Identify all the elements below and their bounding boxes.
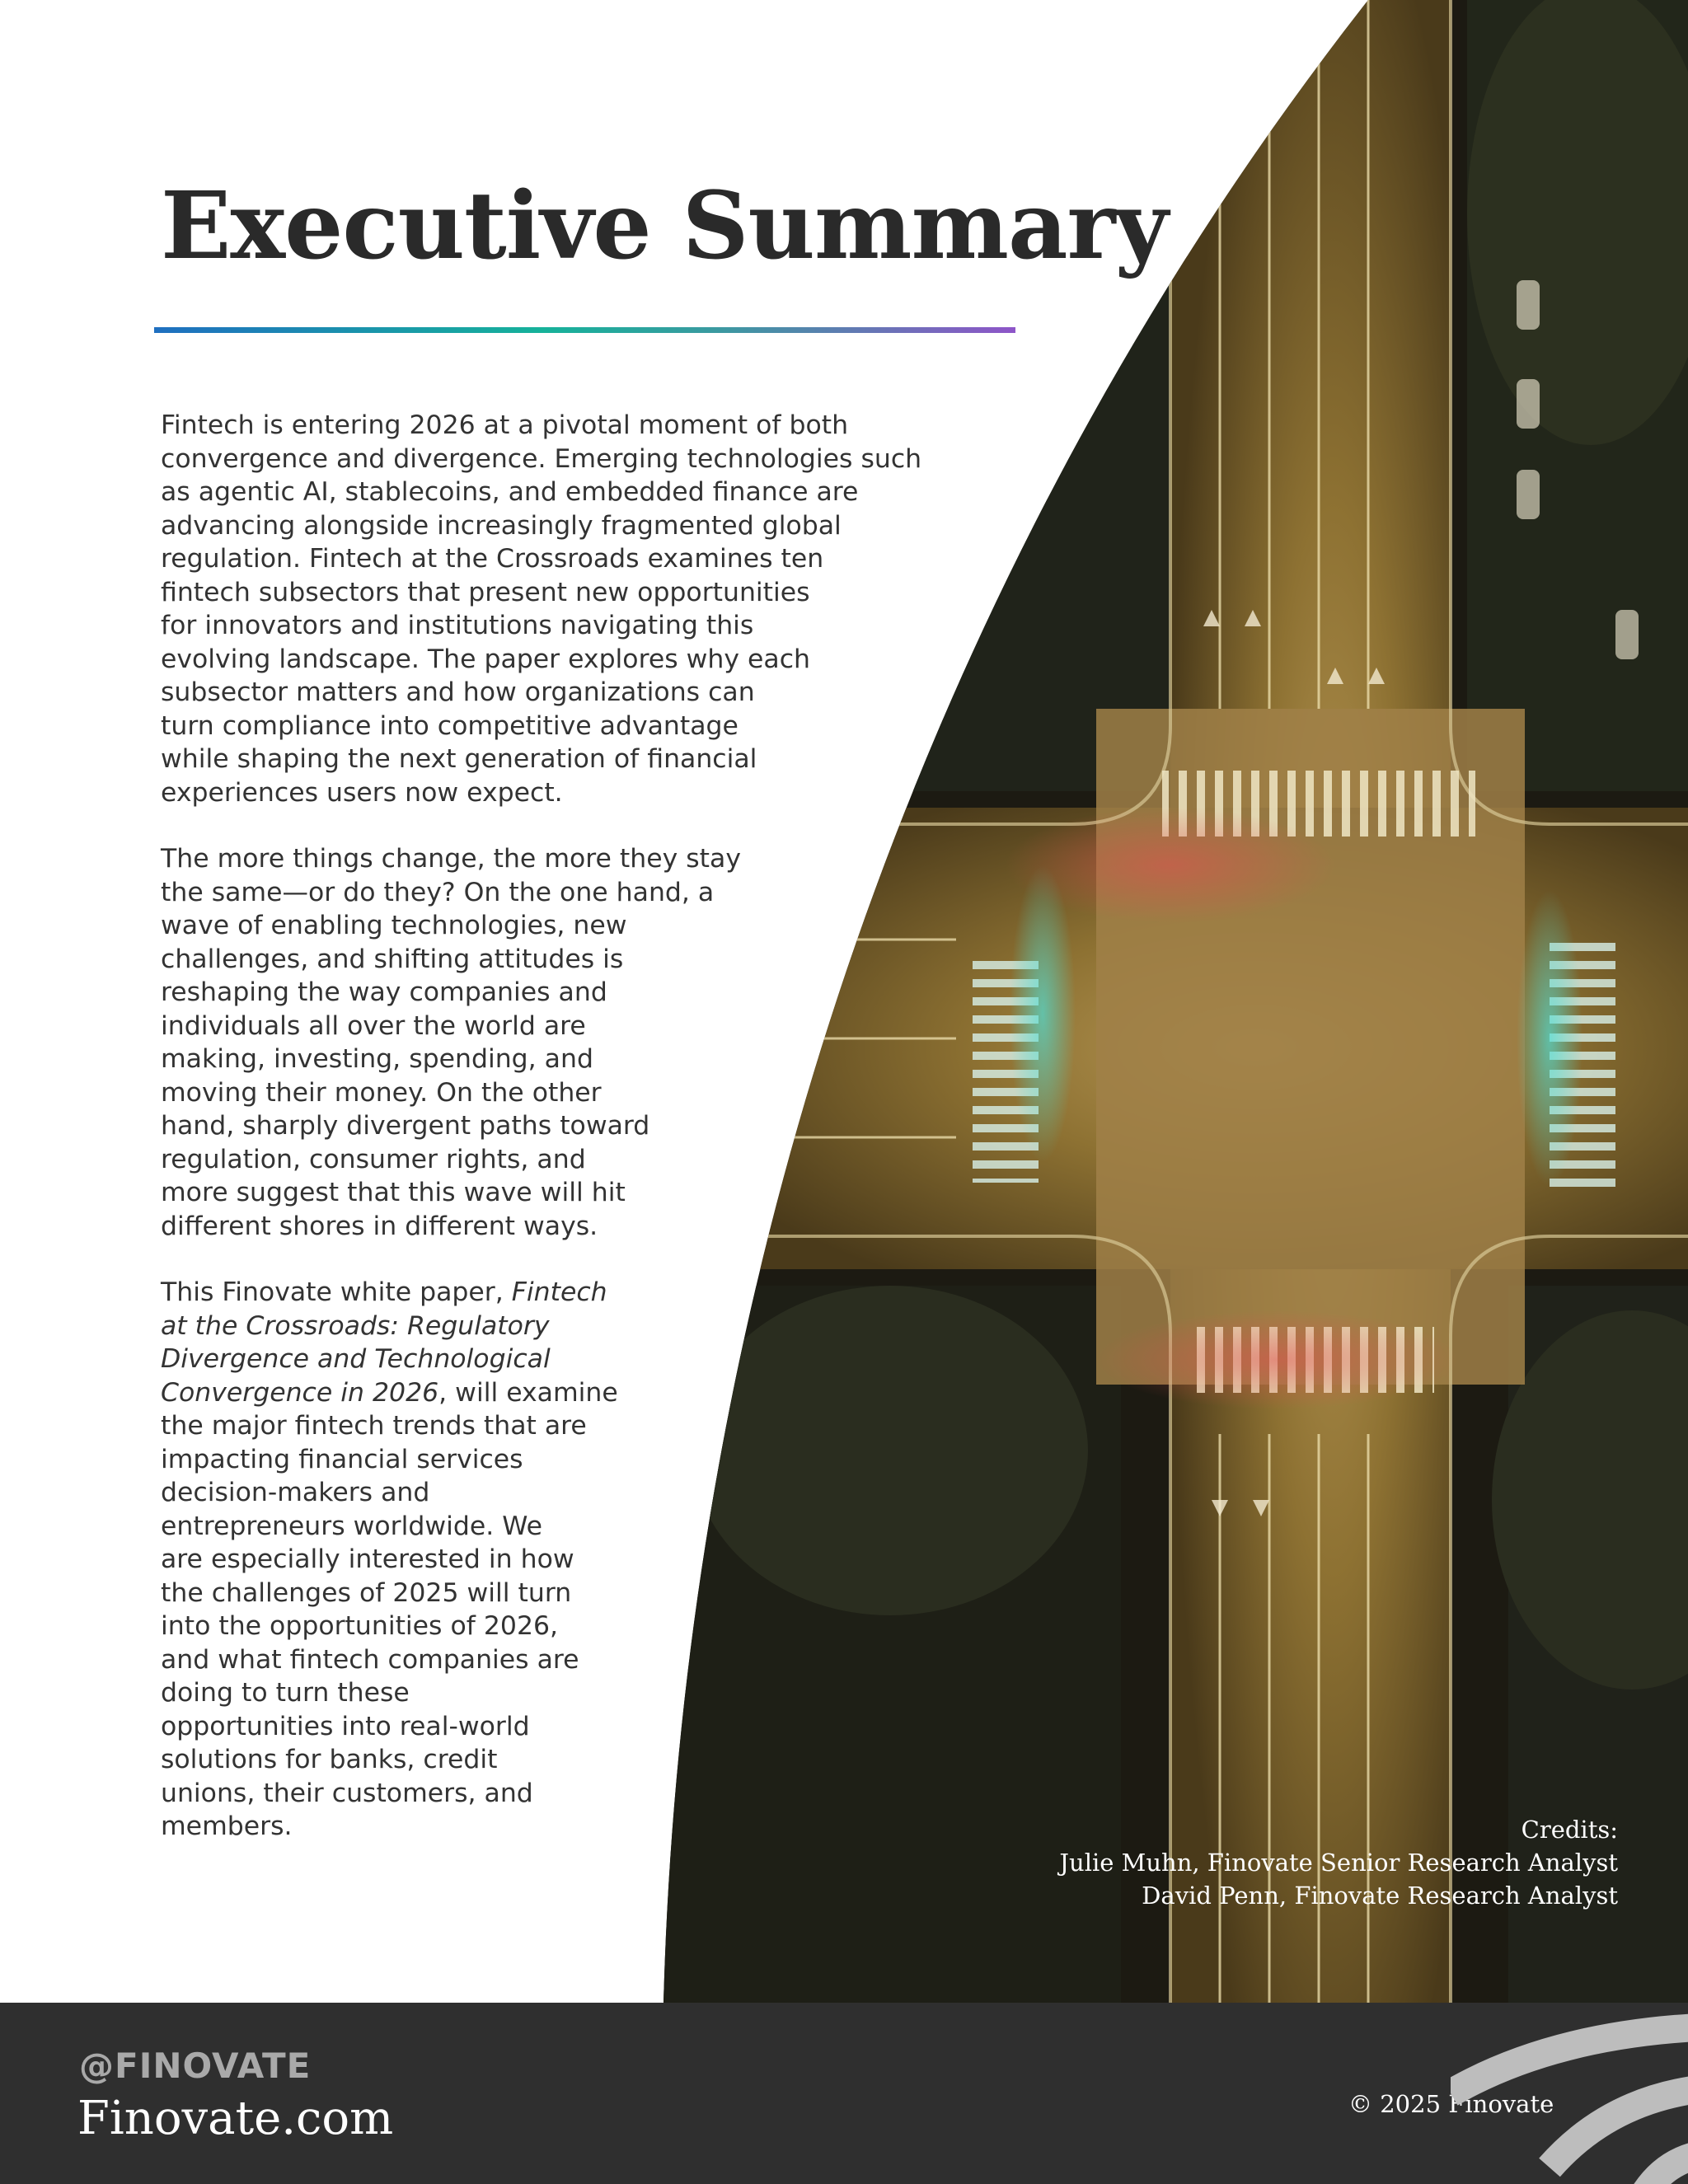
text-line: fintech subsectors that present new opportunities: [161, 577, 810, 607]
text-line: opportunities into real-world: [161, 1711, 530, 1741]
text-line: the challenges of 2025 will turn: [161, 1577, 572, 1608]
text-line: are especially interested in how: [161, 1544, 574, 1574]
credit-name: David Penn, Finovate Research Analyst: [1142, 1882, 1618, 1910]
copyright-text: © 2025 Finovate: [1348, 2090, 1554, 2118]
paper-title-italic: Fintech: [511, 1277, 607, 1307]
text-line: turn compliance into competitive advantage: [161, 710, 738, 741]
title-gradient-rule: [154, 327, 1015, 333]
website-link[interactable]: Finovate.com: [77, 2092, 394, 2145]
text-run: This Finovate white paper,: [161, 1277, 512, 1307]
text-line: [161, 1276, 927, 1310]
text-line: reshaping the way companies and: [161, 977, 607, 1007]
text-line: wave of enabling technologies, new: [161, 911, 627, 940]
credits-block: [1059, 1813, 1618, 1912]
social-handle[interactable]: @FINOVATE: [79, 2046, 312, 2086]
text-line: solutions for banks, credit: [161, 1745, 498, 1774]
text-line: as agentic AI, stablecoins, and embedded finance are: [161, 477, 859, 507]
page-footer: [0, 2003, 1688, 2184]
text-line: into the opportunities of 2026,: [161, 1611, 559, 1641]
text-line: evolving landscape. The paper explores why each: [161, 644, 810, 674]
finovate-arc-logo-icon: [1451, 2003, 1688, 2184]
text-line: [161, 1376, 927, 1410]
text-line: entrepreneurs worldwide. We: [161, 1511, 542, 1541]
text-line: individuals all over the world are: [161, 1010, 586, 1041]
text-line: doing to turn these: [161, 1678, 410, 1708]
text-line: subsector matters and how organizations can: [161, 677, 755, 707]
text-line: hand, sharply divergent paths toward: [161, 1111, 650, 1141]
text-line: moving their money. On the other: [161, 1077, 602, 1108]
text-line: unions, their customers, and: [161, 1778, 533, 1808]
page-title: Executive Summary: [161, 172, 1168, 280]
text-line: convergence and divergence. Emerging technologies such: [161, 443, 922, 474]
paper-title-italic: at the Crossroads: Regulatory: [161, 1310, 550, 1341]
text-line: impacting financial services: [161, 1444, 523, 1474]
text-line: the same—or do they? On the one hand, a: [161, 877, 715, 907]
text-run: , will examine: [438, 1377, 618, 1408]
paper-title-italic: Divergence and Technological: [161, 1344, 551, 1374]
paragraph-1: [161, 409, 927, 809]
credits-heading: Credits:: [1521, 1816, 1618, 1844]
text-line: experiences users now expect.: [161, 777, 563, 808]
text-line: and what fintech companies are: [161, 1644, 579, 1675]
text-line: decision-makers and: [161, 1478, 430, 1507]
text-line: advancing alongside increasingly fragmented global: [161, 510, 842, 541]
text-line: challenges, and shifting attitudes is: [161, 944, 624, 974]
credit-name: Julie Muhn, Finovate Senior Research Analyst: [1059, 1849, 1618, 1877]
text-line: regulation, consumer rights, and: [161, 1144, 586, 1174]
paragraph-2: [161, 842, 927, 1243]
text-line: the major fintech trends that are: [161, 1411, 587, 1441]
text-line: while shaping the next generation of financial: [161, 744, 757, 774]
text-line: The more things change, the more they stay: [161, 844, 741, 874]
text-line: members.: [161, 1811, 293, 1841]
text-line: Fintech is entering 2026 at a pivotal moment of both: [161, 410, 849, 440]
text-line: for innovators and institutions navigating this: [161, 611, 754, 640]
executive-summary-body: [161, 409, 927, 1877]
text-line: regulation. Fintech at the Crossroads examines ten: [161, 544, 824, 574]
text-line: making, investing, spending, and: [161, 1044, 593, 1074]
paragraph-3: [161, 1276, 927, 1844]
text-line: more suggest that this wave will hit: [161, 1178, 626, 1207]
paper-title-italic: Convergence in 2026: [161, 1377, 439, 1408]
text-line: different shores in different ways.: [161, 1211, 598, 1241]
